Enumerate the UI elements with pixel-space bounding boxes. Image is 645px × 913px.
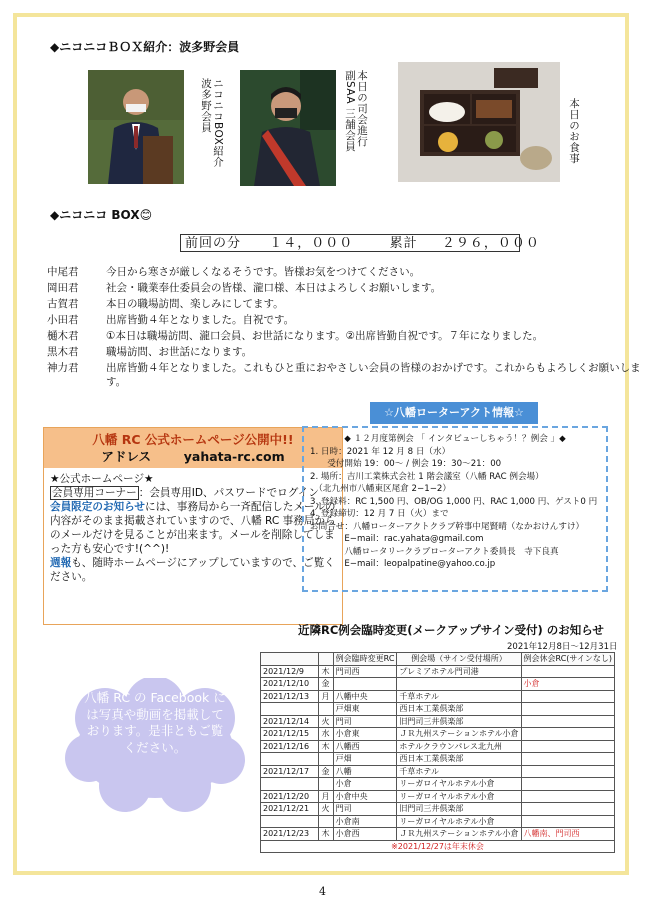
table-cell: 木	[319, 665, 333, 678]
rotaract-email[interactable]: E−mail：rac.yahata@gmail.com	[310, 534, 484, 544]
table-cell: 2021/12/10	[261, 678, 319, 691]
table-cell: 八幡西	[333, 740, 397, 753]
table-cell: 金	[319, 678, 333, 691]
rotaract-line: 受付開始 19：00～ / 例会 19：30～21：00	[310, 459, 502, 469]
schedule-title: 近隣RC例会臨時変更(メークアップサイン受付) のお知らせ	[298, 623, 604, 637]
table-cell: 金	[319, 765, 333, 778]
rotaract-line: 八幡ロータリークラブローターアクト委員長 寺下良真	[310, 546, 559, 557]
weekly-report-link[interactable]: 週報	[50, 557, 72, 569]
prev-label: 前回の分	[185, 236, 242, 251]
prev-amount: １４，０００	[269, 236, 354, 251]
box-intro-heading: ◆ニコニコＢＯＸ紹介：波多野会員	[50, 40, 240, 54]
table-cell	[397, 678, 521, 691]
table-cell	[521, 703, 614, 716]
table-cell: 千草ホテル	[397, 690, 521, 703]
homepage-p3: 週報も、随時ホームページにアップしていますので、ご覧ください。	[50, 557, 335, 583]
table-cell	[319, 778, 333, 791]
rotaract-line: 1. 日時：2021 年 12 月 8 日（水）	[310, 446, 451, 457]
photo2-caption: 本日の司会進行 副SAA 三舗会員	[344, 70, 368, 152]
table-cell: 小倉中央	[333, 790, 397, 803]
address-label: アドレス	[101, 449, 152, 464]
table-row	[261, 740, 615, 753]
table-cell	[333, 678, 397, 691]
homepage-address[interactable]: yahata-rc.com	[183, 449, 285, 464]
table-cell: 2021/12/21	[261, 803, 319, 816]
member-news-link[interactable]: 会員限定のお知らせ	[50, 501, 146, 513]
table-cell: 木	[319, 740, 333, 753]
donation-summary	[180, 234, 540, 252]
table-cell: 門司	[333, 715, 397, 728]
table-cell	[319, 815, 333, 828]
homepage-p2: 会員限定のお知らせには、事務局から一斉配信したメールの内容がそのまま掲載されていますので、八幡 RC 事務局からのメールだけを見ることが出来ます。メールを削除してしまった方も安心です!(^^)!	[50, 501, 336, 555]
table-row	[261, 790, 615, 803]
table-row	[261, 753, 615, 766]
page-number: 4	[319, 885, 326, 898]
table-cell: 火	[319, 715, 333, 728]
table-cell: 八幡中央	[333, 690, 397, 703]
table-cell: 小倉南	[333, 815, 397, 828]
table-cell: ＪＲ九州ステーションホテル小倉	[397, 828, 521, 841]
table-cell	[521, 753, 614, 766]
table-row	[261, 703, 615, 716]
table-row	[261, 728, 615, 741]
table-cell: 千草ホテル	[397, 765, 521, 778]
table-cell: 門司	[333, 803, 397, 816]
table-row	[261, 678, 615, 691]
photo3-caption: 本日のお食事	[568, 98, 580, 164]
homepage-title: 八幡 RC 公式ホームページ公開中!!	[92, 432, 294, 447]
table-cell	[521, 765, 614, 778]
rotaract-line: 4. 登録締切：12 月 7 日（火）まで	[310, 509, 449, 519]
table-cell: 月	[319, 790, 333, 803]
table-row	[261, 828, 615, 841]
table-cell: 西日本工業倶楽部	[397, 753, 521, 766]
table-cell	[261, 753, 319, 766]
rotaract-line: 2. 場所：吉川工業株式会社 1 階会議室（八幡 RAC 例会場）	[310, 471, 544, 482]
table-cell: 小倉東	[333, 728, 397, 741]
table-cell: 旧門司三井倶楽部	[397, 803, 521, 816]
schedule-table	[260, 652, 615, 853]
table-cell: 2021/12/20	[261, 790, 319, 803]
rotaract-email[interactable]: E−mail：leopalpatine@yahoo.co.jp	[310, 559, 496, 569]
table-cell	[521, 778, 614, 791]
table-cell	[319, 703, 333, 716]
niconico-heading: ◆ニコニコ BOX😊	[50, 208, 153, 222]
rotaract-line: 3. 登録料：RC 1,500 円、OB/OG 1,000 円、RAC 1,000 円、ゲスト0 円	[310, 496, 598, 507]
table-cell: 戸畑東	[333, 703, 397, 716]
table-cell: リーガロイヤルホテル小倉	[397, 778, 521, 791]
table-cell: 2021/12/13	[261, 690, 319, 703]
table-header-row: 例会臨時変更RC 例会場（サイン受付場所） 例会休会RC(サインなし)	[261, 653, 615, 666]
table-cell	[521, 815, 614, 828]
table-cell: 戸畑	[333, 753, 397, 766]
table-cell: 2021/12/14	[261, 715, 319, 728]
table-cell: 旧門司三井倶楽部	[397, 715, 521, 728]
schedule-period: 2021年12月8日〜12月31日	[507, 642, 618, 652]
table-row	[261, 803, 615, 816]
meal-photo	[398, 62, 560, 182]
table-cell	[521, 740, 614, 753]
table-cell	[319, 753, 333, 766]
speaker-photo	[88, 70, 184, 184]
table-cell	[521, 690, 614, 703]
table-cell: 八幡	[333, 765, 397, 778]
table-cell: 火	[319, 803, 333, 816]
table-cell: 2021/12/17	[261, 765, 319, 778]
homepage-banner	[44, 428, 342, 468]
rotaract-line: お問合せ：八幡ローターアクトクラブ幹事中尾賢晴（なかおけんすけ）	[310, 521, 585, 532]
table-cell: ＪＲ九州ステーションホテル小倉	[397, 728, 521, 741]
table-cell	[521, 715, 614, 728]
table-cell: プレミアホテル門司港	[397, 665, 521, 678]
table-cell: 門司西	[333, 665, 397, 678]
table-cell: 月	[319, 690, 333, 703]
table-cell: 2021/12/15	[261, 728, 319, 741]
table-cell: 水	[319, 728, 333, 741]
schedule-note: ※2021/12/27は年末休会	[261, 840, 615, 853]
table-row	[261, 765, 615, 778]
table-row	[261, 715, 615, 728]
homepage-box	[43, 427, 343, 625]
table-cell: 小倉	[333, 778, 397, 791]
table-row	[261, 815, 615, 828]
rotaract-line: （北九州市八幡東区尾倉 2−1−2）	[310, 484, 451, 494]
table-cell	[521, 728, 614, 741]
table-row	[261, 665, 615, 678]
table-cell: リーガロイヤルホテル小倉	[397, 815, 521, 828]
table-cell: 小倉	[521, 678, 614, 691]
photo1-caption: ニコニコBOX紹介 波多野会員	[200, 78, 224, 168]
member-corner-link[interactable]: 会員専用コーナー	[52, 487, 137, 499]
table-cell	[521, 665, 614, 678]
rotaract-title: ☆八幡ローターアクト情報☆	[370, 402, 538, 424]
rotaract-line: ◆ １２月度第例会 「 インタビューしちゃう！？例会 」◆	[344, 434, 566, 444]
homepage-p1-heading: ★公式ホームページ★	[50, 473, 154, 485]
table-cell: 小倉西	[333, 828, 397, 841]
table-cell: 木	[319, 828, 333, 841]
table-cell: 2021/12/9	[261, 665, 319, 678]
table-cell: リーガロイヤルホテル小倉	[397, 790, 521, 803]
table-cell	[521, 790, 614, 803]
table-cell	[261, 815, 319, 828]
table-cell	[261, 703, 319, 716]
homepage-p1: 会員専用コーナー ：会員専用ID、パスワードでログイン	[52, 487, 320, 499]
table-cell: 西日本工業倶楽部	[397, 703, 521, 716]
total-label: 累計	[389, 236, 418, 251]
mc-photo	[240, 70, 336, 186]
table-cell	[521, 803, 614, 816]
table-row	[261, 778, 615, 791]
table-cell: 八幡南、門司西	[521, 828, 614, 841]
table-cell	[261, 778, 319, 791]
table-cell: ホテルクラウンパレス北九州	[397, 740, 521, 753]
facebook-text: 八幡 RC の Facebook には写真や動画を掲載しております。是非ともご覧ください。	[84, 690, 226, 755]
total-amount: ２９６，０００	[441, 236, 540, 251]
table-cell: 2021/12/16	[261, 740, 319, 753]
table-row	[261, 690, 615, 703]
rotaract-box	[302, 426, 608, 592]
table-cell: 2021/12/23	[261, 828, 319, 841]
